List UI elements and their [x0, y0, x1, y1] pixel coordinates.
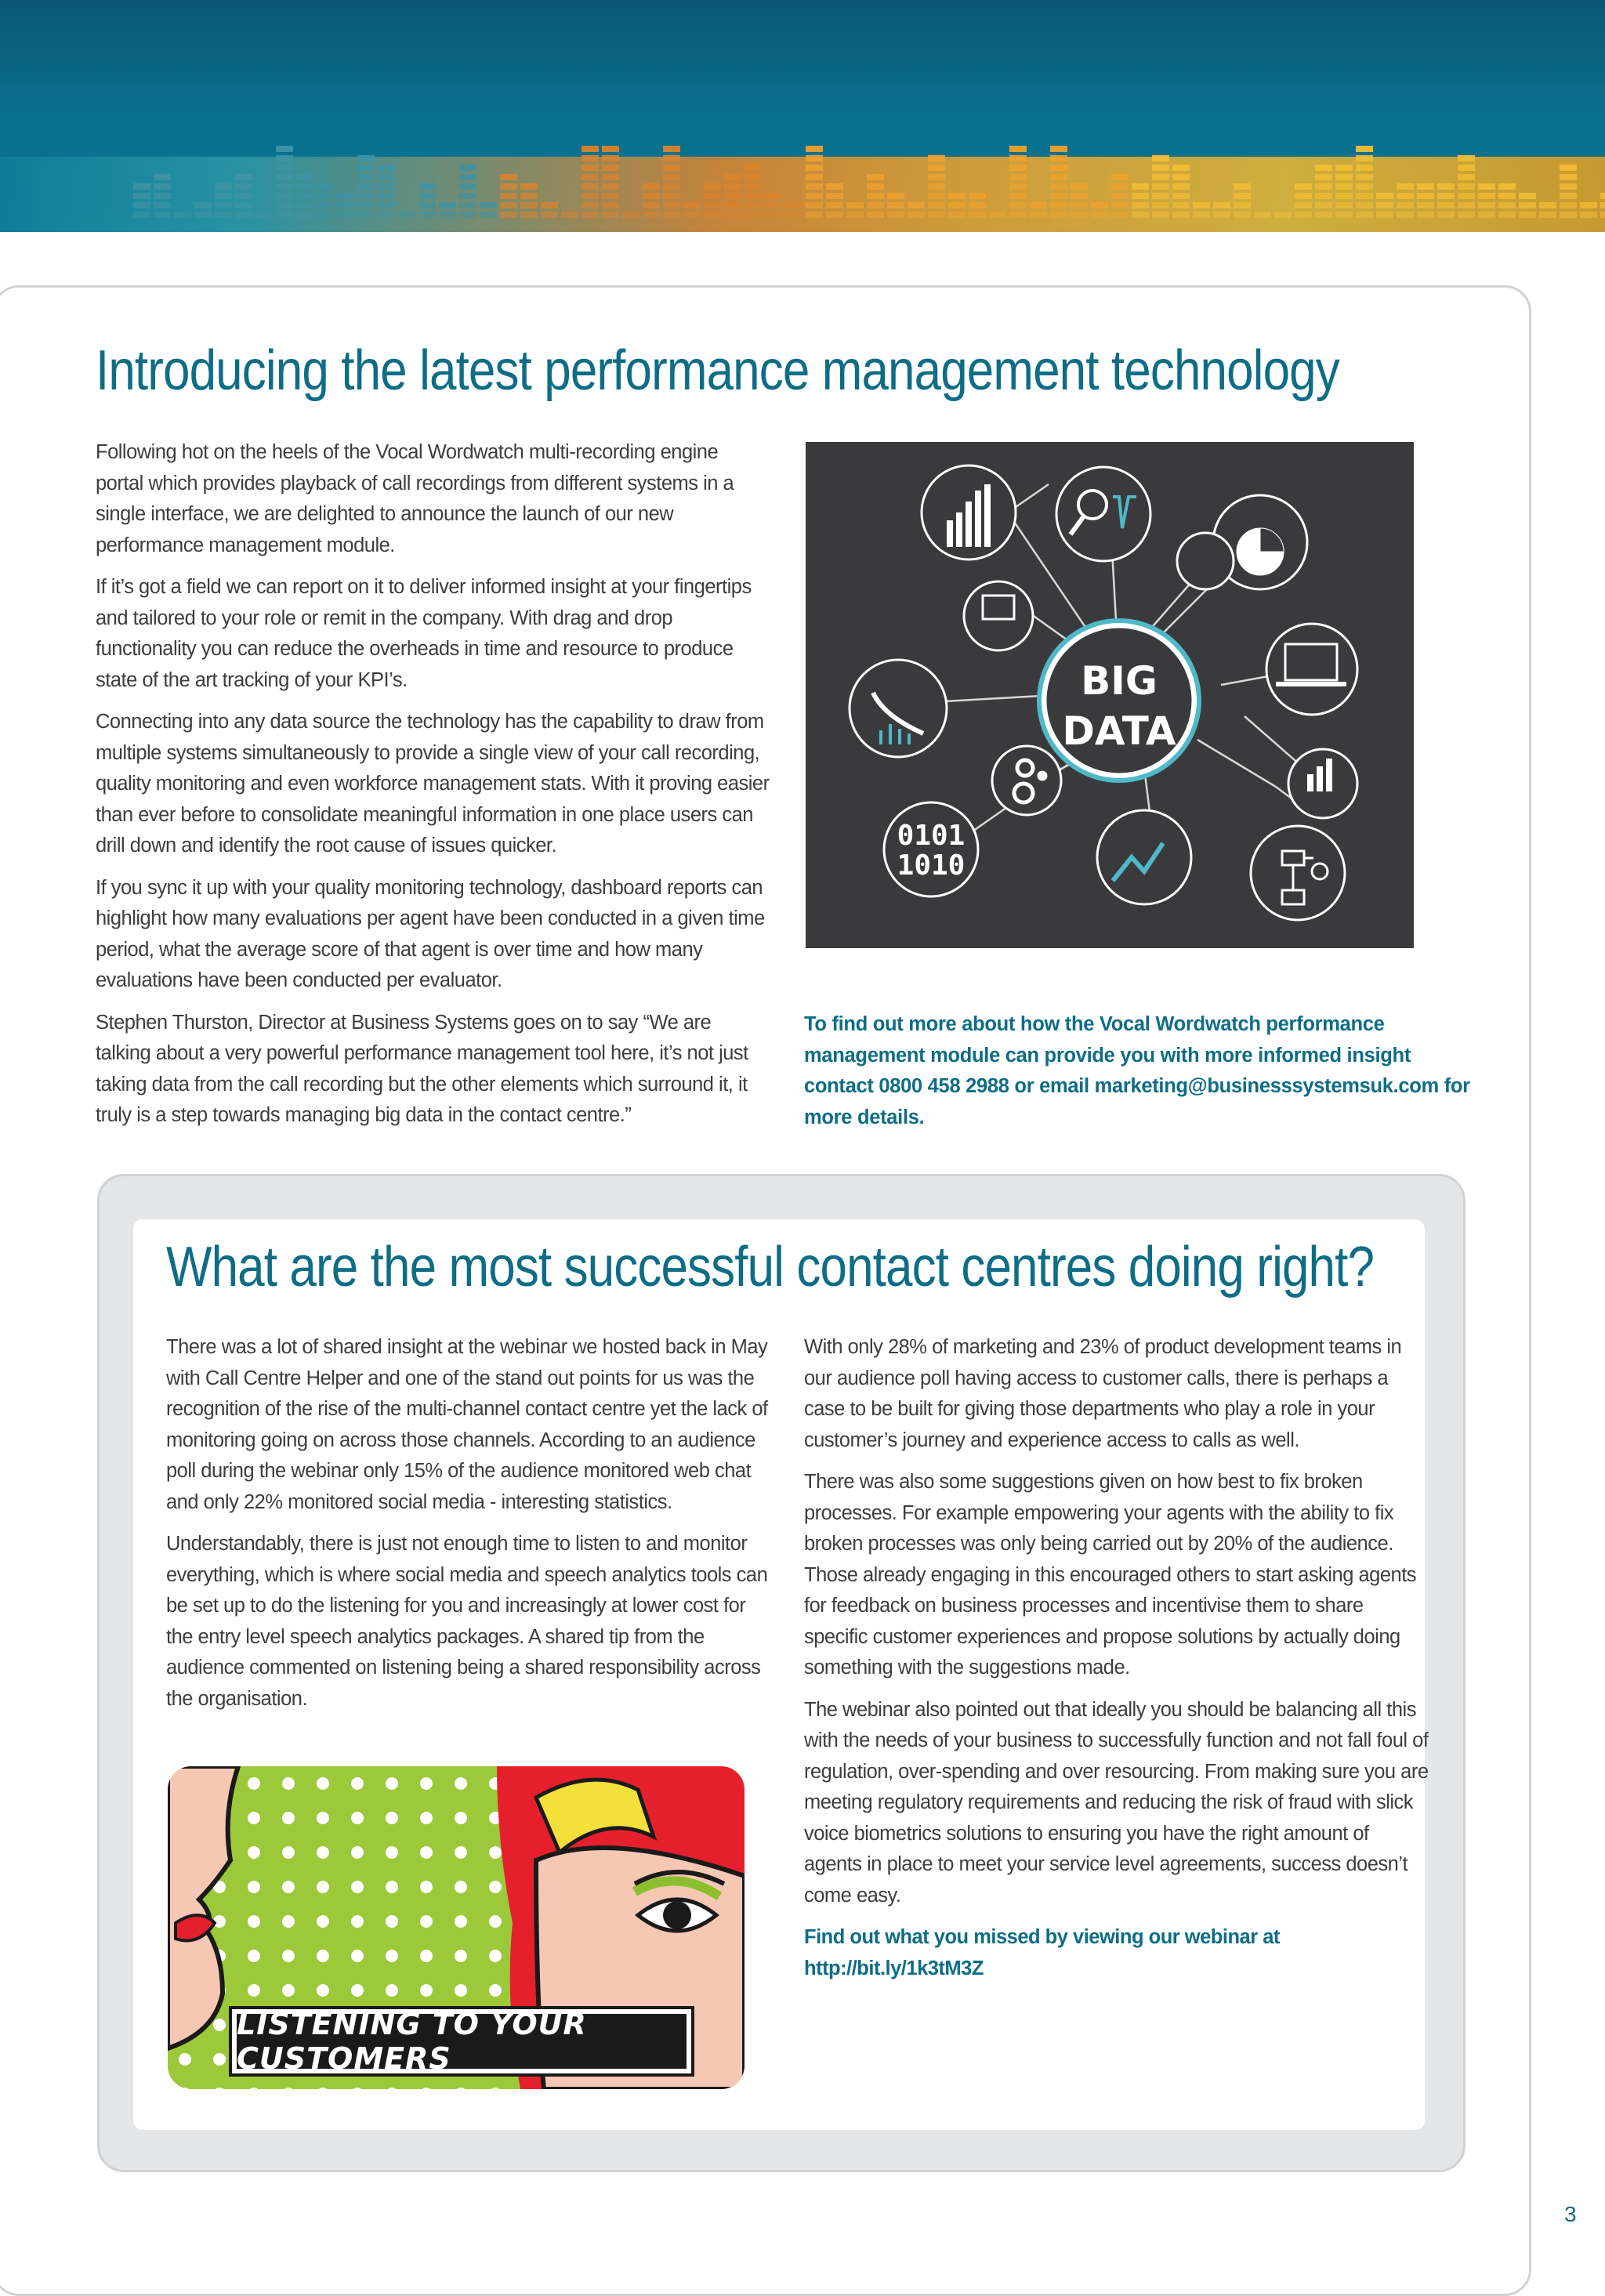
paragraph: The webinar also pointed out that ideally you should be balancing all this with the needs of your business to successfully function and not fall foul of regulation, over-spending and over resourcing. From making sure you are meeting regulatory requirements and reducing the risk of fraud with slick voice biometrics solutions to ensuring you have the right amount of agents in place to meet your service level agreements, success doesn’t come easy.: [804, 1698, 1429, 1907]
big-data-illustration: [806, 442, 1414, 948]
paragraph: If it’s got a field we can report on it to deliver informed insight at your fingertips and tailored to your role or remit in the company. With drag and drop functionality you can reduce the overheads in time and resource to produce state of the art tracking of your KPI’s.: [96, 576, 752, 691]
paragraph: With only 28% of marketing and 23% of product development teams in our audience poll having access to customer calls, there is perhaps a case to be built for giving those departments who play a role in your customer’s journey and experience access to calls as well.: [804, 1336, 1402, 1451]
paragraph: If you sync it up with your quality monitoring technology, dashboard reports can highlight how many evaluations per agent have been conducted in a given time period, what the average score of that agent is over time and how many evaluations have been conducted per evaluator.: [96, 876, 765, 991]
paragraph: There was a lot of shared insight at the webinar we hosted back in May with Call Centre Helper and one of the stand out points for us was the recognition of the rise of the multi-channel contact centre yet the lack of monitoring going on across those channels. According to an audience poll during the webinar only 15% of the audience monitored web chat and only 22% monitored social media - interesting statistics.: [166, 1336, 768, 1513]
feature-column-right: [804, 1332, 1431, 1995]
feature-column-left: [166, 1332, 770, 1726]
article-body: [96, 437, 770, 1143]
equalizer-graphic: [0, 0, 1605, 232]
article-title: Introducing the latest performance management technology: [96, 339, 1339, 402]
paragraph: There was also some suggestions given on how best to fix broken processes. For example empowering your agents with the ability to fix broken processes was only being carried out by 20% of the audience. Those already engaging in this encouraged others to start asking agents for feedback on business processes and incentivise them to share specific customer experiences and propose solutions by actually doing something with the suggestions made.: [804, 1471, 1417, 1679]
paragraph: Connecting into any data source the technology has the capability to draw from multiple systems simultaneously to provide a single view of your call recording, quality monitoring and even workforce management stats. With it proving easier than ever before to consolidate meaningful information in one place users can drill down and identify the root cause of issues quicker.: [96, 711, 770, 856]
contact-cta: To find out more about how the Vocal Wordwatch performance management module can provide you with more informed insight contact 0800 458 2988 or email marketing@businesssystemsuk.com for more details.: [804, 1013, 1470, 1128]
binary-text-1: 0101: [897, 820, 966, 852]
big-data-diagram: [806, 442, 1414, 948]
paragraph: Stephen Thurston, Director at Business Systems goes on to say “We are talking about a very powerful performance management tool here, it’s not just taking data from the call recording but the other elements which surround it, it truly is a step towards managing big data in the contact centre.”: [96, 1011, 748, 1126]
pop-art-illustration: [168, 1766, 745, 2089]
binary-text-2: 1010: [897, 849, 966, 882]
paragraph: Understandably, there is just not enough time to listen to and monitor everything, which is where social media and speech analytics tools can be set up to do the listening for you and increasingly at lower cost for the entry level speech analytics packages. A shared tip from the audience commented on listening being a shared responsibility across the organisation.: [166, 1533, 768, 1710]
page-number: 3: [1564, 2202, 1577, 2226]
big-data-text-line1: BIG: [1081, 658, 1158, 704]
feature-title: What are the most successful contact centres doing right?: [166, 1236, 1375, 1298]
image-caption-text: LISTENING TO YOUR CUSTOMERS: [237, 2007, 587, 2076]
webinar-link-cta[interactable]: Find out what you missed by viewing our webinar at http://bit.ly/1k3tM3Z: [804, 1926, 1280, 1979]
header-banner: [0, 0, 1605, 232]
paragraph: Following hot on the heels of the Vocal Wordwatch multi-recording engine portal which provides playback of call recordings from different systems in a single interface, we are delighted to announce the launch of our new performance management module.: [96, 441, 734, 556]
big-data-text-line2: DATA: [1062, 708, 1176, 754]
image-caption-label: [232, 2007, 691, 2076]
